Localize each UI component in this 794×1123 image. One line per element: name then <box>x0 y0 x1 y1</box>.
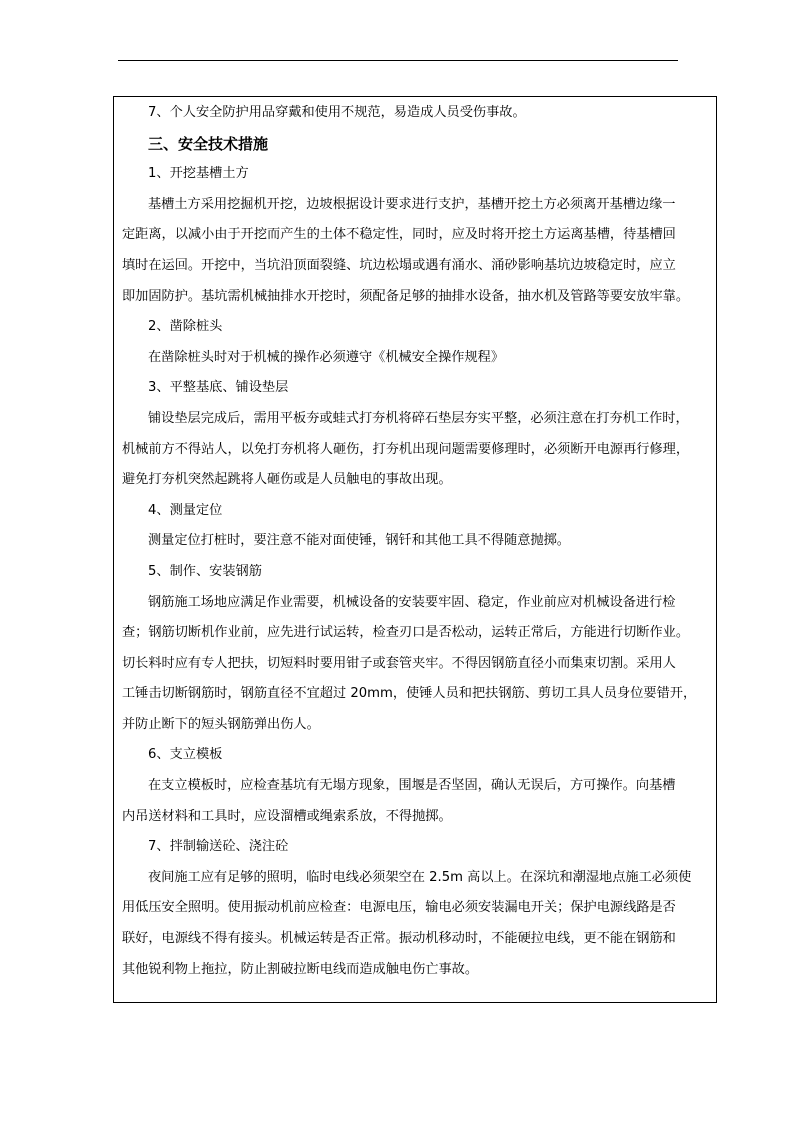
paragraph-line: 在支立模板时，应检查基坑有无塌方现象，围堰是否坚固，确认无误后，方可操作。向基槽 <box>148 778 676 794</box>
paragraph-line: 5、制作、安装钢筋 <box>148 563 262 579</box>
paragraph-line: 1、开挖基槽土方 <box>148 166 249 182</box>
paragraph-line: 2、凿除桩头 <box>148 319 223 335</box>
section-heading: 三、安全技术措施 <box>148 134 269 153</box>
document-body <box>114 97 718 985</box>
paragraph-continuation-line: 工锤击切断钢筋时，钢筋直径不宜超过 20mm，使锤人员和把扶钢筋、剪切工具人员身位要错开， <box>122 686 697 702</box>
paragraph-line: 测量定位打桩时，要注意不能对面使锤，钢钎和其他工具不得随意抛掷。 <box>148 533 570 549</box>
paragraph-continuation-line: 避免打夯机突然起跳将人砸伤或是人员触电的事故出现。 <box>122 472 452 488</box>
paragraph-continuation-line: 用低压安全照明。使用振动机前应检查：电源电压，输电必须安装漏电开关；保护电源线路是否 <box>122 900 676 916</box>
paragraph-continuation-line: 其他锐利物上拖拉，防止割破拉断电线而造成触电伤亡事故。 <box>122 961 479 977</box>
paragraph-line: 7、拌制输送砼、浇注砼 <box>148 839 289 855</box>
paragraph-continuation-line: 填时在运回。开挖中，当坑沿顶面裂缝、坑边松塌或遇有涌水、涌砂影响基坑边坡稳定时，应立 <box>122 257 676 273</box>
content-frame <box>113 96 717 1003</box>
paragraph-line: 6、支立模板 <box>148 747 223 763</box>
paragraph-continuation-line: 联好，电源线不得有接头。机械运转是否正常。振动机移动时，不能硬拉电线，更不能在钢筋和 <box>122 931 676 947</box>
paragraph-continuation-line: 内吊送材料和工具时，应设溜槽或绳索系放，不得抛掷。 <box>122 808 452 824</box>
header-rule <box>118 60 678 61</box>
paragraph-continuation-line: 并防止断下的短头钢筋弹出伤人。 <box>122 716 320 732</box>
paragraph-line: 夜间施工应有足够的照明，临时电线必须架空在 2.5m 高以上。在深坑和潮湿地点施工必须使 <box>148 869 692 885</box>
paragraph-line: 钢筋施工场地应满足作业需要，机械设备的安装要牢固、稳定，作业前应对机械设备进行检 <box>148 594 676 610</box>
paragraph-continuation-line: 定距离，以减小由于开挖而产生的土体不稳定性，同时，应及时将开挖土方运离基槽，待基槽回 <box>122 227 676 243</box>
paragraph-continuation-line: 机械前方不得站人，以免打夯机将人砸伤，打夯机出现问题需要修理时，必须断开电源再行修理， <box>122 441 690 457</box>
paragraph-line: 基槽土方采用挖掘机开挖，边坡根据设计要求进行支护，基槽开挖土方必须离开基槽边缘一 <box>148 196 676 212</box>
paragraph-line: 7、个人安全防护用品穿戴和使用不规范，易造成人员受伤事故。 <box>148 105 526 120</box>
paragraph-line: 在凿除桩头时对于机械的操作必须遵守《机械安全操作规程》 <box>148 349 505 365</box>
paragraph-continuation-line: 切长料时应有专人把扶，切短料时要用钳子或套管夹牢。不得因钢筋直径小而集束切割。采用人 <box>122 655 676 671</box>
paragraph-line: 铺设垫层完成后，需用平板夯或蛙式打夯机将碎石垫层夯实平整，必须注意在打夯机工作时， <box>148 410 689 426</box>
paragraph-continuation-line: 即加固防护。基坑需机械抽排水开挖时，须配备足够的抽排水设备，抽水机及管路等要安放牢靠。 <box>122 288 690 304</box>
paragraph-continuation-line: 查；钢筋切断机作业前，应先进行试运转，检查刃口是否松动，运转正常后，方能进行切断作业。 <box>122 625 690 641</box>
paragraph-line: 4、测量定位 <box>148 502 223 518</box>
paragraph-line: 3、平整基底、铺设垫层 <box>148 380 289 396</box>
